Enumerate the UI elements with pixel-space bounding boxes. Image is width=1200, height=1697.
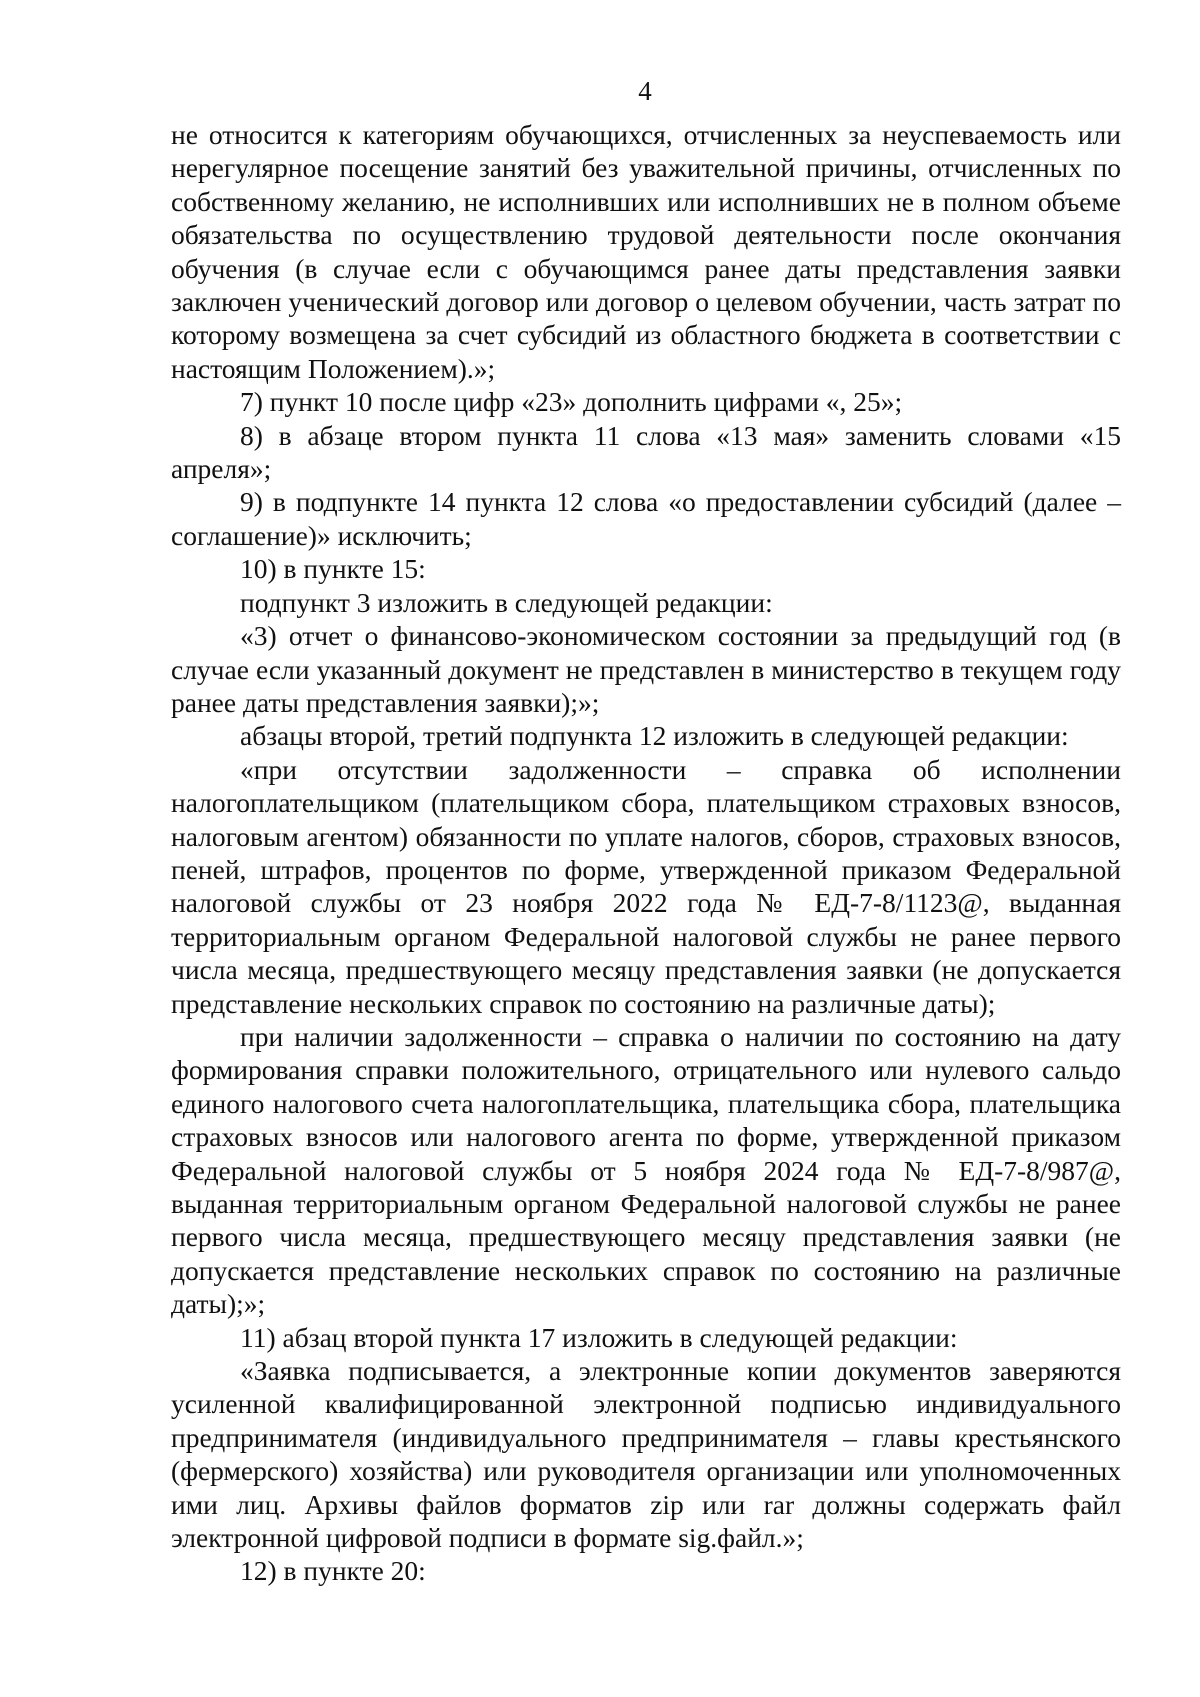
paragraph-item-11: 11) абзац второй пункта 17 изложить в следующей редакции: xyxy=(240,1321,958,1353)
paragraph-with-debt: при наличии задолженности – справка о наличии по состоянию на дату формирования справки положительного, отрицательного или нулевого сальдо единого налогового счета налогоплательщика, плательщика сбора, плательщика страховых взносов или налогового агента по форме, утвержденной приказом Федеральной налоговой службы от 5 ноября 2024 года № ЕД-7-8/987@, выданная территориальным органом Федеральной налоговой службы не ранее первого числа месяца, предшествующего месяцу представления заявки (не допускается представление нескольких справок по состоянию на различные даты);»; xyxy=(171,1020,1121,1320)
page-number: 4 xyxy=(638,76,652,106)
paragraph-subitem-3-text: «3) отчет о финансово-экономическом состоянии за предыдущий год (в случае если указанный документ не представлен в министерство в текущем году ранее даты представления заявки);»; xyxy=(171,620,1121,718)
paragraph-signature-rule: «Заявка подписывается, а электронные копии документов заверяются усиленной квалифицированной электронной подписью индивидуального предпринимателя (индивидуального предпринимателя – главы крестьянского (фермерского) хозяйства) или руководителя организации или уполномоченных ими лиц. Архивы файлов форматов zip или rar должны содержать файл электронной цифровой подписи в формате sig.файл.»; xyxy=(171,1355,1121,1554)
paragraph-item-9: 9) в подпункте 14 пункта 12 слова «о предоставлении субсидий (далее – соглашение)» исключить; xyxy=(171,486,1121,551)
paragraph-no-debt: «при отсутствии задолженности – справка об исполнении налогоплательщиком (плательщиком сбора, плательщиком страховых взносов, налоговым агентом) обязанности по уплате налогов, сборов, страховых взносов, пеней, штрафов, процентов по форме, утвержденной приказом Федеральной налоговой службы от 23 ноября 2022 года № ЕД-7-8/1123@, выданная территориальным органом Федеральной налоговой службы не ранее первого числа месяца, предшествующего месяцу представления заявки (не допускается представление нескольких справок по состоянию на различные даты); xyxy=(171,753,1121,1019)
paragraph-subitem-3-intro: подпункт 3 изложить в следующей редакции: xyxy=(240,586,773,618)
paragraph-item-7: 7) пункт 10 после цифр «23» дополнить цифрами «, 25»; xyxy=(240,386,903,418)
paragraph-item-12: 12) в пункте 20: xyxy=(240,1555,426,1587)
document-body xyxy=(171,118,1121,1588)
paragraph-continuation: не относится к категориям обучающихся, отчисленных за неуспеваемость или нерегулярное посещение занятий без уважительной причины, отчисленных по собственному желанию, не исполнивших или исполнивших не в полном объеме обязательства по осуществлению трудовой деятельности после окончания обучения (в случае если с обучающимся ранее даты представления заявки заключен ученический договор или договор о целевом обучении, часть затрат по которому возмещена за счет субсидий из областного бюджета в соответствии с настоящим Положением).»; xyxy=(171,119,1121,384)
paragraph-subitem-12-intro: абзацы второй, третий подпункта 12 изложить в следующей редакции: xyxy=(240,720,1069,752)
paragraph-item-10: 10) в пункте 15: xyxy=(240,553,426,585)
paragraph-item-8: 8) в абзаце втором пункта 11 слова «13 мая» заменить словами «15 апреля»; xyxy=(171,419,1121,485)
